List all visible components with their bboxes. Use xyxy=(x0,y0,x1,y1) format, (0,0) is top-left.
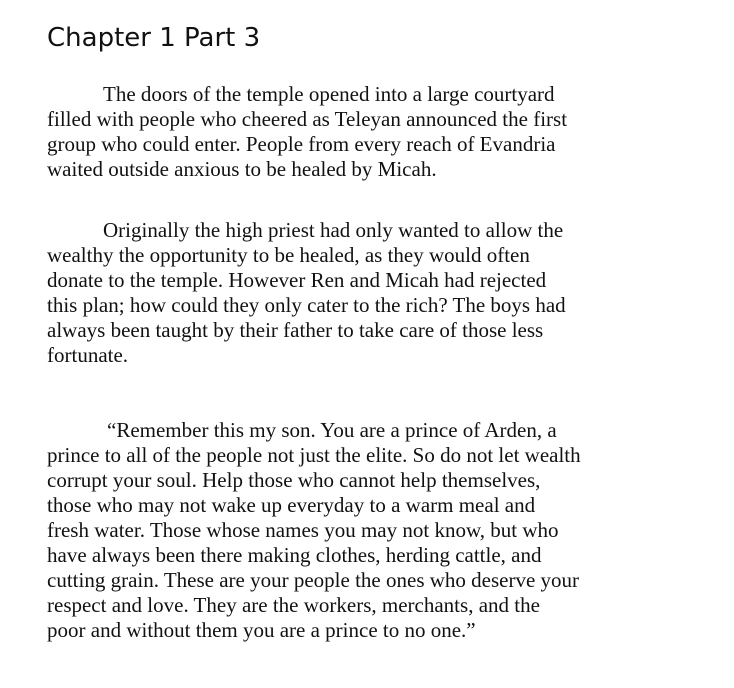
paragraph-line: cutting grain. These are your people the ones who deserve your xyxy=(47,568,580,592)
chapter-title: Chapter 1 Part 3 xyxy=(47,23,261,53)
paragraph-line: this plan; how could they only cater to the rich? The boys had xyxy=(47,293,566,317)
paragraph-line: respect and love. They are the workers, merchants, and the xyxy=(47,593,540,617)
paragraph-line: poor and without them you are a prince to no one.” xyxy=(47,618,476,642)
paragraph-line: always been taught by their father to take care of those less xyxy=(47,318,544,342)
paragraph-line: group who could enter. People from every reach of Evandria xyxy=(47,132,556,156)
paragraph-line: wealthy the opportunity to be healed, as they would often xyxy=(47,243,530,267)
paragraph-line: have always been there making clothes, herding cattle, and xyxy=(47,543,542,567)
paragraph-line: those who may not wake up everyday to a warm meal and xyxy=(47,493,536,517)
paragraph-line: Originally the high priest had only wanted to allow the xyxy=(103,218,564,242)
paragraph-line: filled with people who cheered as Teleyan announced the first xyxy=(47,107,568,131)
paragraph-line: fresh water. Those whose names you may not know, but who xyxy=(47,518,559,542)
paragraph-line: prince to all of the people not just the elite. So do not let wealth xyxy=(47,443,581,467)
paragraph-line: waited outside anxious to be healed by Micah. xyxy=(47,157,437,181)
paragraph-line: “Remember this my son. You are a prince of Arden, a xyxy=(107,418,557,442)
paragraph-line: donate to the temple. However Ren and Micah had rejected xyxy=(47,268,547,292)
paragraph-line: corrupt your soul. Help those who cannot help themselves, xyxy=(47,468,541,492)
paragraph-line: The doors of the temple opened into a large courtyard xyxy=(103,82,555,106)
paragraph-line: fortunate. xyxy=(47,343,129,367)
